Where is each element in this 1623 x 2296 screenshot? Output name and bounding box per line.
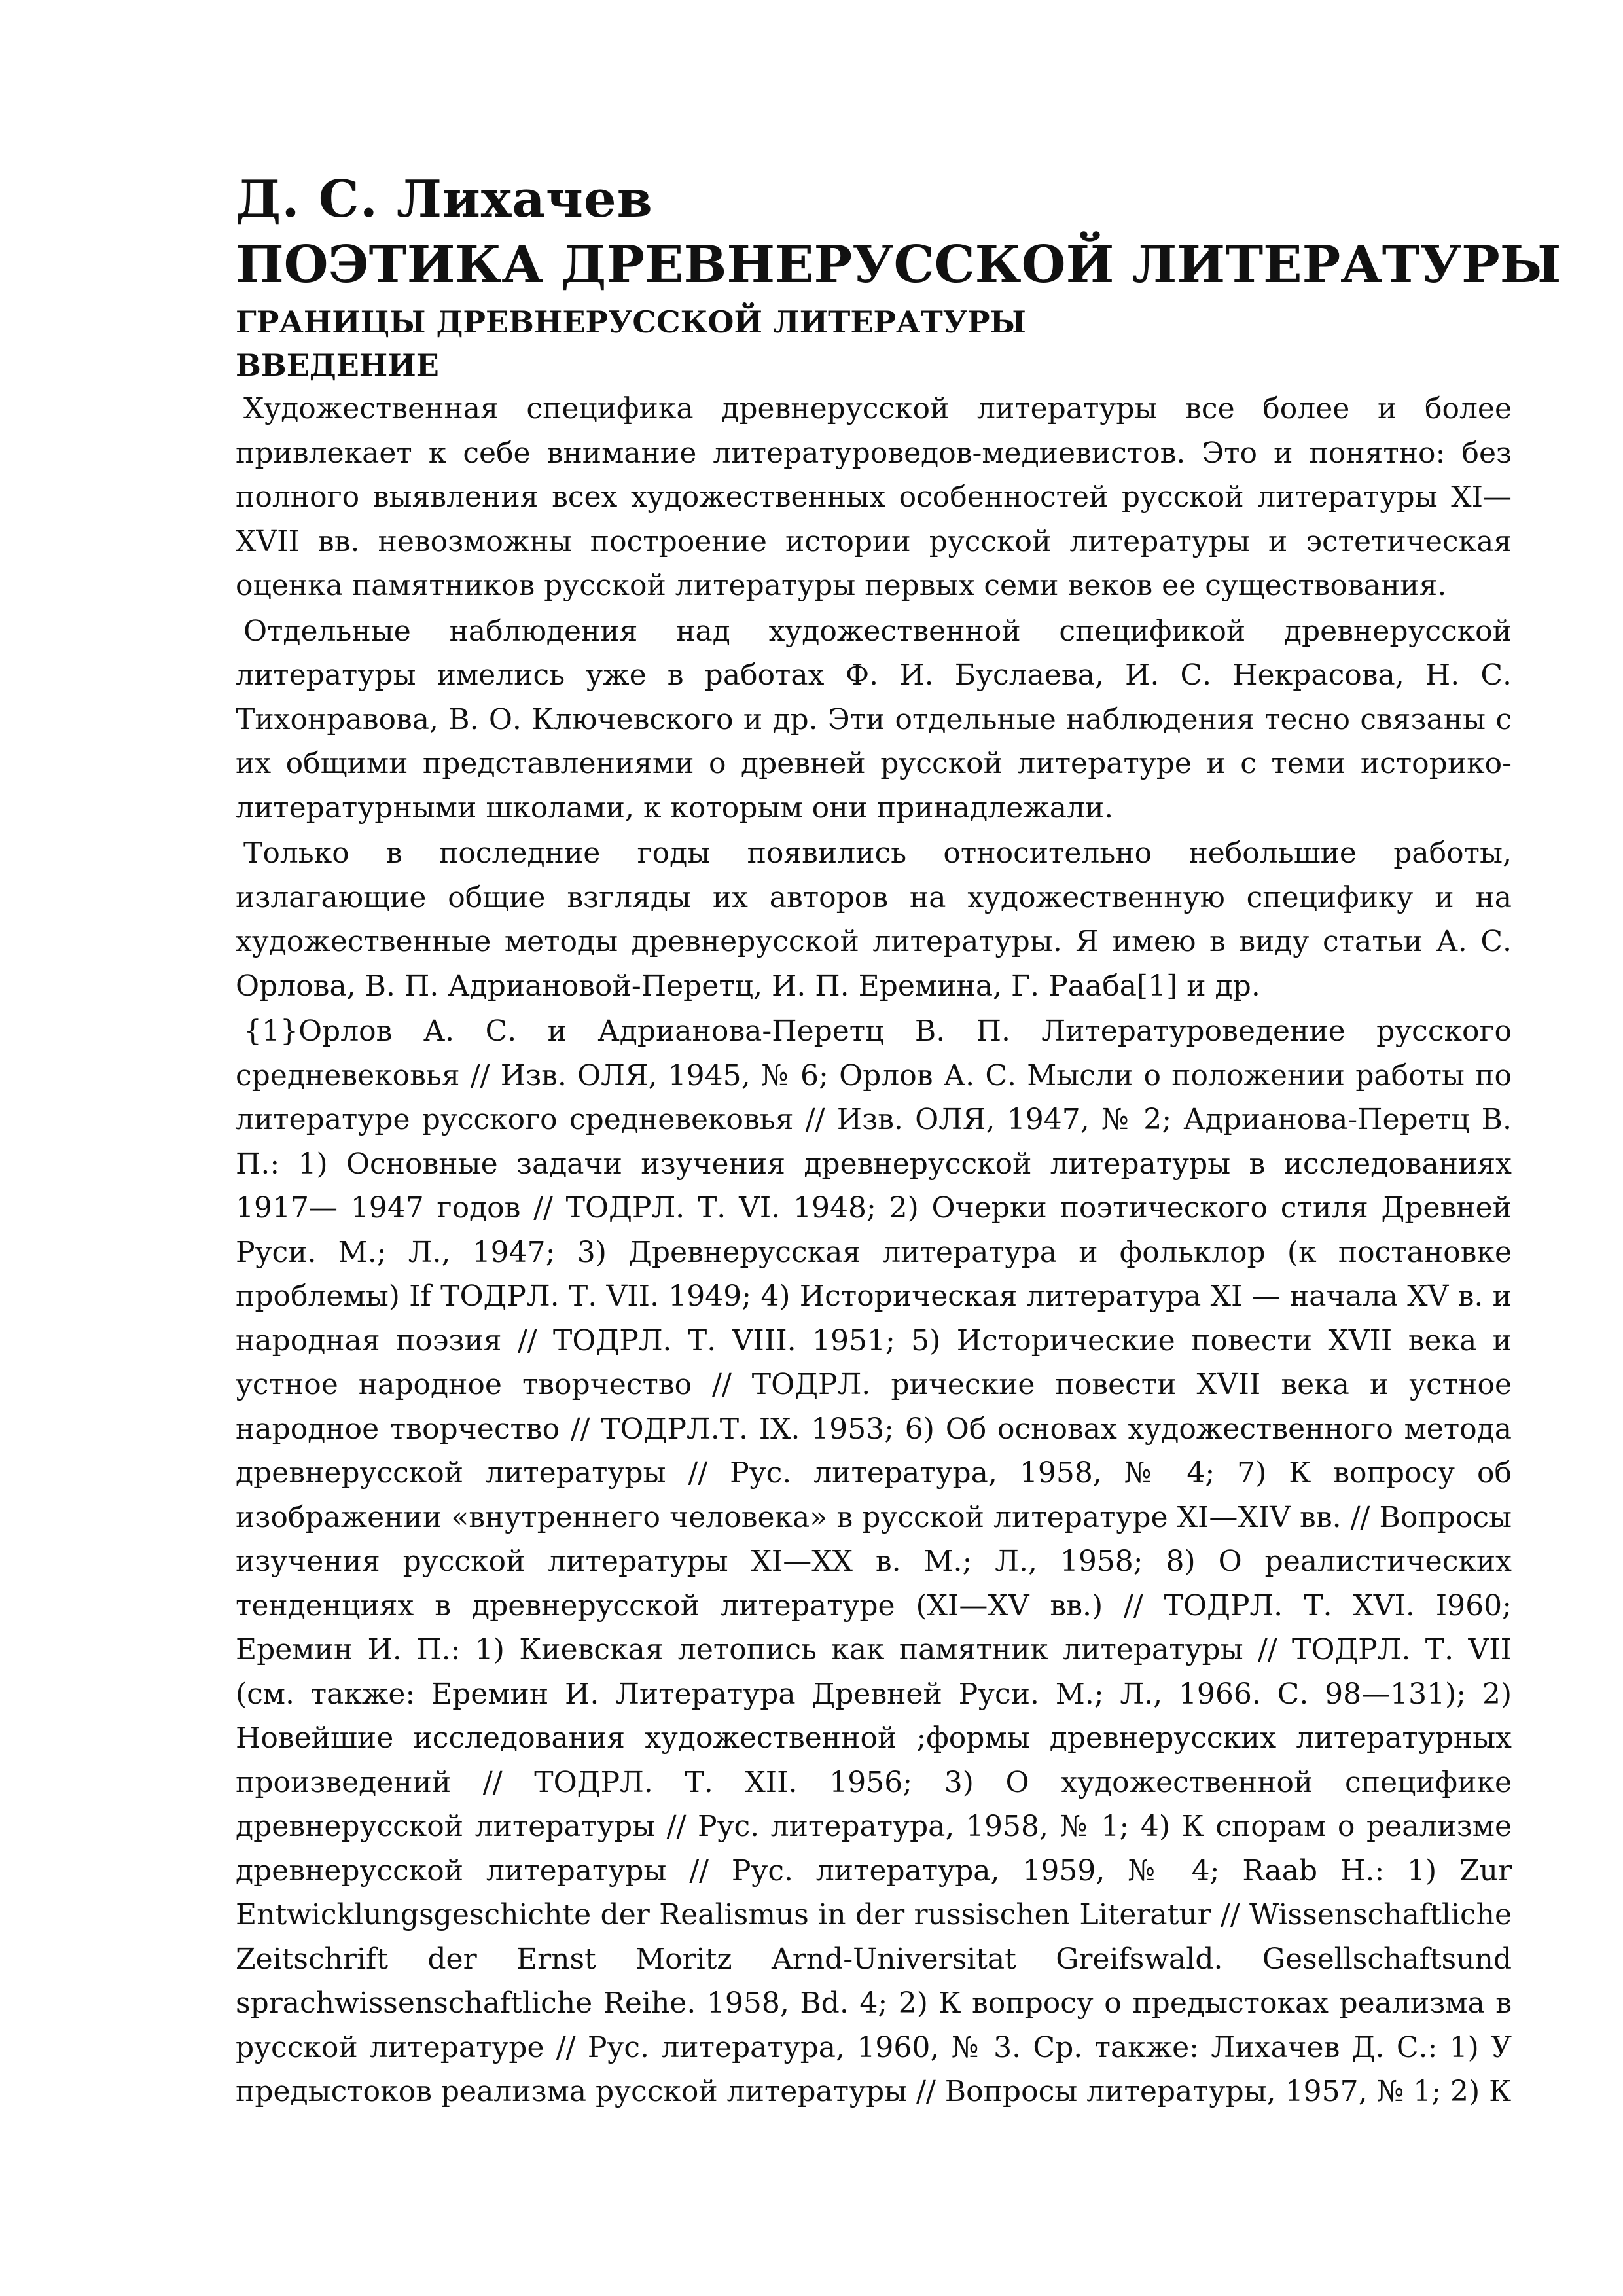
footnote-1: {1}Орлов А. С. и Адрианова-Перетц В. П. Литературоведение русского средневековья // Изв. ОЛЯ, 1945, № 6; Орлов А. С. Мысли о положении работы по литературе русского средневековья // Изв. ОЛЯ, 1947, № 2; Адрианова-Перетц В. П.: 1) Основные задачи изучения древнерусской литературы в исследованиях 1917— 1947 годов // ТОДРЛ. Т. VI. 1948; 2) Очерки поэтического стиля Древней Руси. М.; Л., 1947; 3) Древнерусская литература и фольклор (к постановке проблемы) If ТОДРЛ. Т. VII. 1949; 4) Историческая литература XI — начала XV в. и народная поэзия // ТОДРЛ. Т. VIII. 1951; 5) Исторические повести XVII века и устное народное творчество // ТОДРЛ. рические повести XVII века и устное народное творчество // ТОДРЛ.Т. IX. 1953; 6) Об основах художественного метода древнерусской литературы // Рус. литература, 1958, № 4; 7) К вопросу об изображении «внутреннего человека» в русской литературе XI—XIV вв. // Вопросы изучения русской литературы XI—XX в. М.; Л., 1958; 8) О реалистических тенденциях в древнерусской литературе (XI—XV вв.) // ТОДРЛ. Т. XVI. I960; Еремин И. П.: 1) Киевская летопись как памятник литературы // ТОДРЛ. Т. VII (см. также: Еремин И. Литература Древней Руси. М.; Л., 1966. С. 98—131); 2) Новейшие исследования художественной ;формы древнерусских литературных произведений // ТОДРЛ. Т. XII. 1956; 3) О художественной специфике древнерусской литературы // Рус. литература, 1958, № 1; 4) К спорам о реализме древнерусской литературы // Рус. литература, 1959, № 4; Raab H.: 1) Zur Entwicklungsgeschichte der Realismus in der russischen Literatur // Wissenschaftliche Zeitschrift der Ernst Moritz Arnd-Universitat Greifswald. Gesellschaftsund sprachwissenschaftliche Reihe. 1958, Bd. 4; 2) К вопросу о предыстоках реализма в русской литературе // Рус. литература, 1960, № 3. Ср. также: Лихачев Д. С.: 1) У предыстоков реализма русской литературы // Вопросы литературы, 1957, № 1; 2) К	[236, 1014, 1512, 2108]
paragraph-2: Отдельные наблюдения над художественной спецификой древнерусской литературы имелись уже в работах Ф. И. Буслаева, И. С. Некрасова, Н. С. Тихонравова, В. О. Ключевского и др. Эти отдельные наблюдения тесно связаны с их общими представлениями о древней русской литературе и с теми историко-литературными школами, к которым они принадлежали.	[236, 614, 1512, 825]
chapter-title: ГРАНИЦЫ ДРЕВНЕРУССКОЙ ЛИТЕРАТУРЫ	[236, 304, 1026, 340]
author-name: Д. С. Лихачев	[236, 170, 653, 229]
book-title: ПОЭТИКА ДРЕВНЕРУССКОЙ ЛИТЕРАТУРЫ	[236, 235, 1561, 295]
section-title: ВВЕДЕНИЕ	[236, 348, 439, 383]
paragraph-3: Только в последние годы появились относительно небольшие работы, излагающие общие взгляды их авторов на художественную специфику и на художественные методы древнерусской литературы. Я имею в виду статьи А. С. Орлова, В. П. Адриановой-Перетц, И. П. Еремина, Г. Рааба[1] и др.	[236, 836, 1512, 1003]
paragraph-1: Художественная специфика древнерусской литературы все более и более привлекает к себе внимание литературоведов-медиевистов. Это и понятно: без полного выявления всех художественных особенностей русской литературы XI—XVII вв. невозможны построение истории русской литературы и эстетическая оценка памятников русской литературы первых семи веков ее существования.	[236, 392, 1512, 602]
document-page	[236, 167, 1561, 2114]
